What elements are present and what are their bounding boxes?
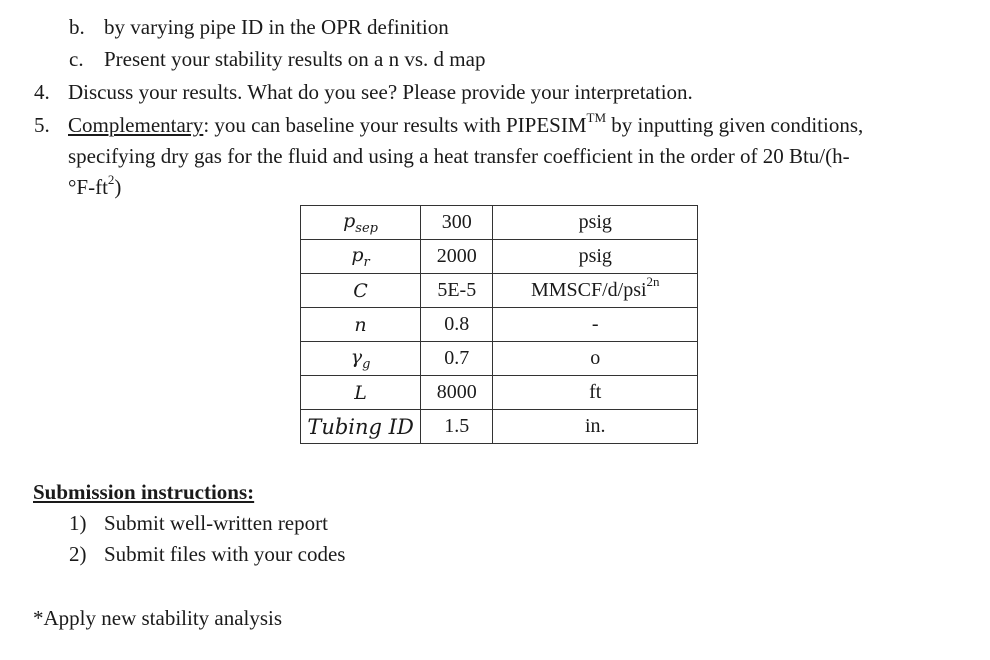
table-row (301, 410, 698, 444)
table-row (301, 376, 698, 410)
item-5-line3-b: ) (114, 175, 122, 199)
symbol-sub: g (362, 356, 371, 372)
unit-cell (493, 274, 698, 308)
unit-cell: ft (493, 376, 698, 410)
item-5-line2: specifying dry gas for the fluid and using a heat transfer coefficient in the order of 20 Btu/(h- (68, 144, 850, 168)
step-marker-1: 1) (69, 511, 87, 535)
item-b-text: by varying pipe ID in the OPR definition (104, 15, 449, 39)
value-cell: 0.8 (421, 308, 493, 342)
value-cell: 2000 (421, 240, 493, 274)
symbol: γ (350, 345, 363, 368)
value-cell: 1.5 (421, 410, 493, 444)
list-marker-4: 4. (34, 80, 50, 104)
symbol: C (353, 279, 368, 302)
complementary-label: Complementary (68, 113, 204, 137)
parameter-table (300, 205, 698, 444)
list-marker-5: 5. (34, 113, 50, 137)
symbol: p (351, 243, 364, 266)
symbol: n (354, 313, 367, 336)
footnote: *Apply new stability analysis (33, 606, 283, 630)
symbol-cell (301, 308, 421, 342)
symbol: p (343, 209, 356, 232)
unit-text: MMSCF/d/psi (530, 279, 647, 301)
table-row (301, 308, 698, 342)
item-5-line3 (68, 174, 121, 200)
unit-cell: psig (493, 206, 698, 240)
value-cell: 5E-5 (421, 274, 493, 308)
step-1-text: Submit well-written report (104, 511, 328, 535)
symbol-cell (301, 274, 421, 308)
item-4-text: Discuss your results. What do you see? Please provide your interpretation. (68, 80, 693, 104)
value-cell: 0.7 (421, 342, 493, 376)
symbol-cell (301, 376, 421, 410)
table-row (301, 206, 698, 240)
item-c-text: Present your stability results on a n vs. d map (104, 47, 486, 71)
item-5-line1 (68, 112, 863, 138)
table-row (301, 342, 698, 376)
trademark-sup: TM (586, 110, 607, 125)
step-marker-2: 2) (69, 542, 87, 566)
unit-sup: 2n (646, 274, 660, 290)
ft-squared-sup: 2 (107, 172, 115, 187)
symbol-cell (301, 240, 421, 274)
submission-heading: Submission instructions: (33, 480, 255, 504)
unit-cell: o (493, 342, 698, 376)
value-cell: 300 (421, 206, 493, 240)
symbol: Tubing ID (307, 414, 414, 439)
item-5-line1-b: by inputting given conditions, (606, 113, 864, 137)
unit-cell: psig (493, 240, 698, 274)
symbol-sub: r (363, 254, 370, 270)
symbol-sub: sep (355, 220, 378, 236)
symbol-cell (301, 206, 421, 240)
item-5-line1-a: : you can baseline your results with PIPESIM (203, 113, 587, 137)
table-row (301, 274, 698, 308)
list-marker-b: b. (69, 15, 85, 39)
unit-cell: - (493, 308, 698, 342)
symbol-cell (301, 342, 421, 376)
list-marker-c: c. (69, 47, 84, 71)
item-5-line3-a: °F-ft (68, 175, 108, 199)
symbol: L (354, 381, 367, 404)
symbol-cell (301, 410, 421, 444)
value-cell: 8000 (421, 376, 493, 410)
unit-cell: in. (493, 410, 698, 444)
table-row (301, 240, 698, 274)
step-2-text: Submit files with your codes (104, 542, 346, 566)
